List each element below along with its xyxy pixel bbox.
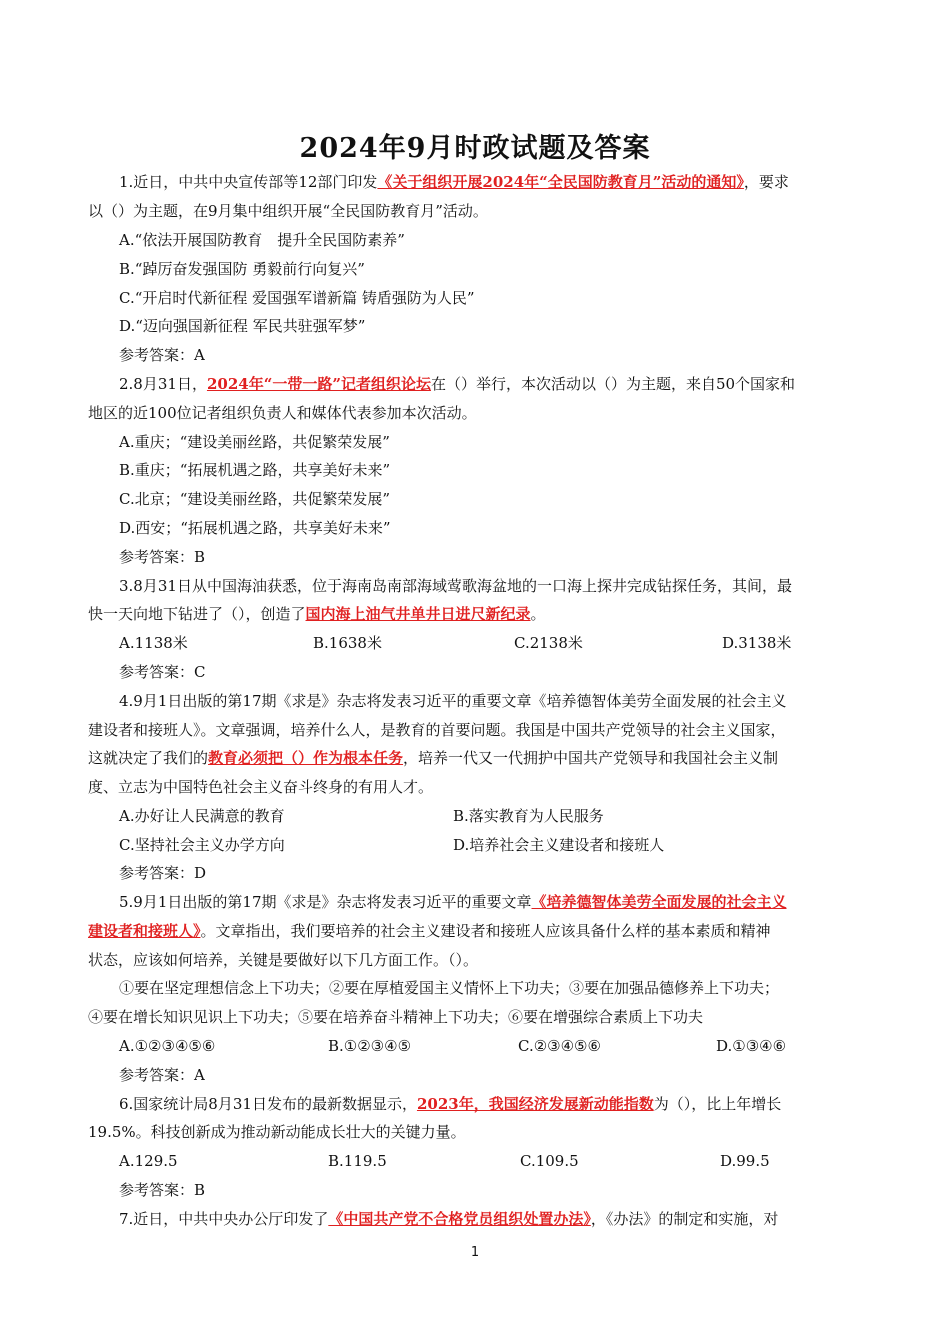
q5-option-d: D.①③④⑥ — [716, 1037, 787, 1055]
q3-text: 快一天向地下钻进了（），创造了 — [88, 605, 306, 623]
q5-option-a: A.①②③④⑤⑥ — [119, 1037, 216, 1055]
q6-highlight-link[interactable]: 2023年，我国经济发展新动能指数 — [416, 1095, 654, 1113]
q4-option-d: D.培养社会主义建设者和接班人 — [453, 836, 665, 854]
q3-option-d: D.3138米 — [722, 634, 792, 652]
q2-stem-line2: 地区的近100位记者组织负责人和媒体代表参加本次活动。 — [88, 404, 477, 422]
q5-stem-line1 — [119, 888, 899, 917]
q5-stem-line2 — [88, 917, 868, 946]
q5-statements-line2: ④要在增长知识见识上下功夫；⑤要在培养奋斗精神上下功夫；⑥要在增强综合素质上下功夫 — [88, 1008, 704, 1026]
q6-stem-line2: 19.5%。科技创新成为推动新动能成长壮大的关键力量。 — [88, 1123, 466, 1141]
q6-stem-line1 — [119, 1090, 899, 1119]
q1-option-d: D.“迈向强国新征程 军民共驻强军梦” — [119, 317, 366, 335]
q4-text-tail: ，培养一代又一代拥护中国共产党领导和我国社会主义制 — [403, 749, 779, 767]
q2-stem-line1 — [119, 370, 899, 399]
q4-stem-line3 — [88, 744, 868, 773]
q5-option-c: C.②③④⑤⑥ — [518, 1037, 601, 1055]
q5-text-tail: 。文章指出，我们要培养的社会主义建设者和接班人应该具备什么样的基本素质和精神 — [200, 922, 771, 940]
q1-text-tail: ，要求 — [743, 173, 789, 191]
q4-answer: 参考答案：D — [119, 864, 207, 882]
q6-answer: 参考答案：B — [119, 1181, 206, 1199]
q1-option-c: C.“开启时代新征程 爱国强军谱新篇 铸盾强防为人民” — [119, 289, 475, 307]
q2-text: 2.8月31日， — [119, 375, 207, 393]
q4-option-c: C.坚持社会主义办学方向 — [119, 836, 285, 854]
q3-answer: 参考答案：C — [119, 663, 206, 681]
q1-stem-line2: 以（）为主题，在9月集中组织开展“全民国防教育月”活动。 — [88, 202, 488, 220]
q4-text: 这就决定了我们的 — [88, 749, 209, 767]
q4-highlight-link[interactable]: 教育必须把（）作为根本任务 — [208, 749, 404, 767]
q1-answer: 参考答案：A — [119, 346, 205, 364]
q5-highlight-link[interactable]: 《培养德智体美劳全面发展的社会主义 — [531, 893, 787, 911]
q6-option-b: B.119.5 — [328, 1152, 387, 1170]
q1-text: 1.近日，中共中央宣传部等12部门印发 — [119, 173, 378, 191]
q4-option-b: B.落实教育为人民服务 — [453, 807, 604, 825]
q2-option-b: B.重庆；“拓展机遇之路，共享美好未来” — [119, 461, 391, 479]
q1-stem-line1 — [119, 168, 899, 197]
q2-option-a: A.重庆；“建设美丽丝路，共促繁荣发展” — [119, 433, 390, 451]
q3-text-tail: 。 — [530, 605, 546, 623]
q4-stem-line2: 建设者和接班人》。文章强调，培养什么人，是教育的首要问题。我国是中国共产党领导的社会主义国家， — [88, 721, 786, 739]
q2-text-tail: 在（）举行，本次活动以（）为主题，来自50个国家和 — [430, 375, 796, 393]
q3-option-c: C.2138米 — [514, 634, 583, 652]
q4-stem-line4: 度、立志为中国特色社会主义奋斗终身的有用人才。 — [88, 778, 434, 796]
q2-option-d: D.西安；“拓展机遇之路，共享美好未来” — [119, 519, 391, 537]
document-title: 2024年9月时政试题及答案 — [299, 133, 651, 164]
q3-option-b: B.1638米 — [313, 634, 382, 652]
q2-answer: 参考答案：B — [119, 548, 206, 566]
q6-text-tail: 为（），比上年增长 — [653, 1095, 782, 1113]
q6-option-a: A.129.5 — [119, 1152, 178, 1170]
q6-text: 6.国家统计局8月31日发布的最新数据显示， — [119, 1095, 417, 1113]
q5-stem-line3: 状态，应该如何培养，关键是要做好以下几方面工作。（）。 — [88, 951, 479, 969]
q3-stem-line1: 3.8月31日从中国海油获悉，位于海南岛南部海域莺歌海盆地的一口海上探井完成钻探任务，其间，最 — [119, 577, 792, 595]
q2-option-c: C.北京；“建设美丽丝路，共促繁荣发展” — [119, 490, 391, 508]
q5-option-b: B.①②③④⑤ — [328, 1037, 412, 1055]
q5-statements-line1: ①要在坚定理想信念上下功夫；②要在厚植爱国主义情怀上下功夫；③要在加强品德修养上下功夫； — [119, 979, 780, 997]
q7-text: 7.近日，中共中央办公厅印发了 — [119, 1210, 329, 1228]
q5-text: 5.9月1日出版的第17期《求是》杂志将发表习近平的重要文章 — [119, 893, 532, 911]
q4-stem-line1: 4.9月1日出版的第17期《求是》杂志将发表习近平的重要文章《培养德智体美劳全面发展的社会主义 — [119, 692, 787, 710]
q3-stem-line2 — [88, 600, 868, 629]
q7-highlight-link[interactable]: 《中国共产党不合格党员组织处置办法》 — [328, 1210, 591, 1228]
q1-highlight-link[interactable]: 《关于组织开展2024年“全民国防教育月”活动的通知》 — [377, 173, 744, 191]
q4-option-a: A.办好让人民满意的教育 — [119, 807, 285, 825]
q7-stem-line1 — [119, 1205, 899, 1234]
q2-highlight-link[interactable]: 2024年“一带一路”记者组织论坛 — [206, 375, 431, 393]
q5-highlight-link-cont[interactable]: 建设者和接班人》 — [88, 922, 201, 940]
q3-highlight-link[interactable]: 国内海上油气井单井日进尺新纪录 — [305, 605, 531, 623]
q5-answer: 参考答案：A — [119, 1066, 205, 1084]
q6-option-d: D.99.5 — [720, 1152, 770, 1170]
q1-option-b: B.“踔厉奋发强国防 勇毅前行向复兴” — [119, 260, 365, 278]
q3-option-a: A.1138米 — [119, 634, 188, 652]
q7-text-tail: ，《办法》的制定和实施，对 — [590, 1210, 779, 1228]
q1-option-a: A.“依法开展国防教育 提升全民国防素养” — [119, 231, 405, 249]
q6-option-c: C.109.5 — [520, 1152, 579, 1170]
page-number: 1 — [470, 1245, 480, 1260]
